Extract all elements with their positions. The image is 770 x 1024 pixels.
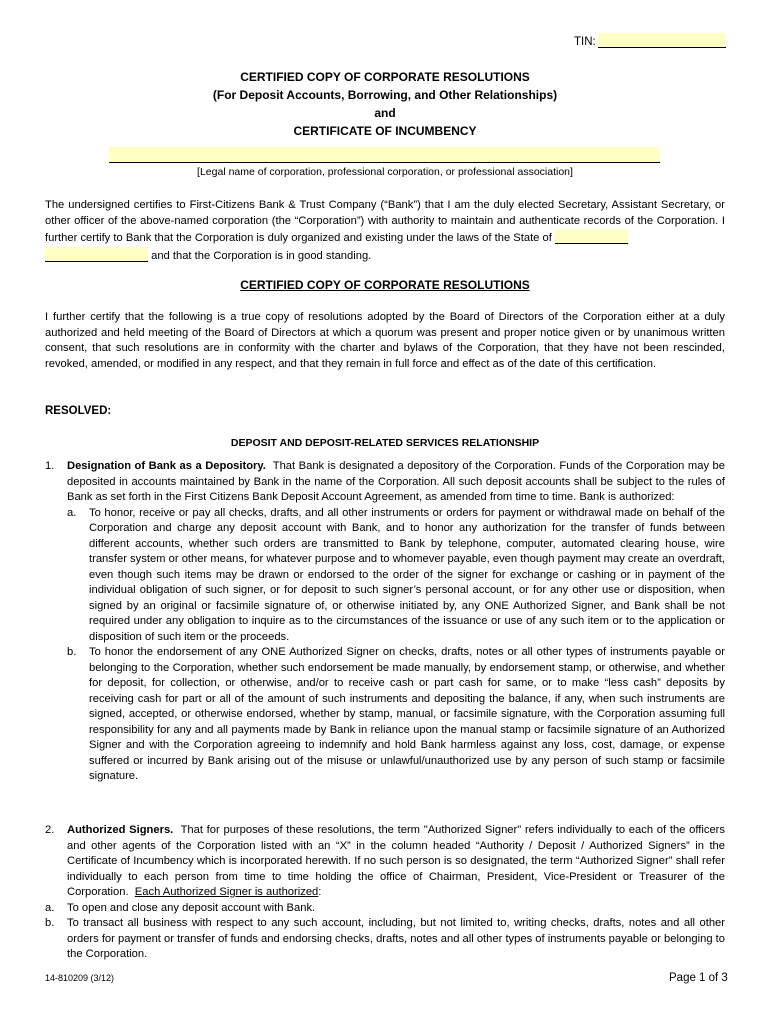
- item-2-text: That for purposes of these resolutions, the term "Authorized Signer" refers individually to each of the officers and other agents of the Corporation listed with an “X” in the column headed “Authority / Deposit / Authorized Signers” in the Certificate of Incumbency which is incorporated herewith. If no such person is so designated, the term “Authorized Signer” shall refer individually to each person from time to time holding the office of Chairman, President, Vice-President or Treasurer of the Corporation.: [67, 824, 725, 898]
- title-line-3: and: [374, 106, 396, 120]
- item-1-text: That Bank is designated a depository of the Corporation. Funds of the Corporation may be deposited in accounts maintained by Bank in the name of the Corporation. All such deposit accounts shall be subject to the rules of Bank as set forth in the First Citizens Bank Deposit Account Agreement, as amended from time to time. Bank is authorized:: [67, 460, 725, 503]
- item-1b: [67, 645, 725, 785]
- item-2b: [45, 916, 725, 963]
- item-2a-letter: a.: [45, 901, 55, 914]
- title-line-4: CERTIFICATE OF INCUMBENCY: [293, 124, 477, 138]
- resolutions-heading: CERTIFIED COPY OF CORPORATE RESOLUTIONS: [240, 278, 530, 292]
- page-number: Page 1 of 3: [669, 972, 728, 984]
- item-1a: [67, 506, 725, 646]
- item-2-heading: Authorized Signers.: [67, 824, 174, 836]
- item-2a: [45, 901, 725, 917]
- deposit-heading: DEPOSIT AND DEPOSIT-RELATED SERVICES RELATIONSHIP: [230, 437, 540, 449]
- state-field-2[interactable]: [45, 247, 148, 262]
- item-1b-letter: b.: [67, 646, 77, 658]
- tin-field[interactable]: [598, 33, 726, 48]
- intro-text: The undersigned certifies to First-Citizens Bank & Trust Company (“Bank”) that I am the duly elected Secretary, Assistant Secretary, or other officer of the above-named corporation (the “Corporation”) with authority to maintain and authenticate records of the Corporation. I further certify to Bank that the Corporation is duly organized and existing under the laws of the State of: [45, 199, 725, 244]
- item-2-colon: :: [318, 886, 322, 898]
- item-1-number: 1.: [45, 460, 55, 472]
- resolved-label: RESOLVED:: [45, 405, 112, 417]
- title-line-2: (For Deposit Accounts, Borrowing, and Other Relationships): [212, 88, 558, 102]
- intro-paragraph: [45, 198, 725, 264]
- item-1-heading: Designation of Bank as a Depository.: [67, 460, 266, 472]
- item-2-underlined: Each Authorized Signer is authorized: [134, 886, 319, 898]
- item-1b-text: To honor the endorsement of any ONE Authorized Signer on checks, drafts, notes or all other types of instruments payable or belonging to the Corporation, whether such endorsement be made manually, by endorsement stamp, or otherwise, and whether for deposit, for collection, or otherwise, and/or to receive cash or part cash for same, or to make “less cash” deposits by receiving cash for part or all of the amount of such instruments and depositing the balance, if any, when such instruments are signed, accepted, or otherwise endorsed, whether by stamp, manual, or facsimile signature, with the Corporation assuming full responsibility for any and all payments made by Bank in reliance upon the manual stamp or facsimile signature of an Authorized Signer and with the Corporation agreeing to indemnify and hold Bank harmless against any loss, cost, damage, or expense suffered or incurred by Bank arising out of the misuse or unlawful/unauthorized use by any person of such stamp or facsimile signature.: [89, 646, 725, 782]
- item-2a-text: To open and close any deposit account with Bank.: [67, 901, 316, 914]
- state-field-1[interactable]: [555, 229, 628, 244]
- item-2b-letter: b.: [45, 917, 55, 929]
- item-2: [45, 823, 725, 963]
- item-2-number: 2.: [45, 824, 55, 836]
- intro-text-end: and that the Corporation is in good standing.: [151, 249, 372, 262]
- legal-name-caption: [Legal name of corporation, professional corporation, or professional association]: [197, 166, 573, 178]
- legal-name-field[interactable]: [109, 147, 660, 163]
- tin-row: [574, 33, 726, 48]
- title-line-1: CERTIFIED COPY OF CORPORATE RESOLUTIONS: [240, 70, 530, 84]
- certify-paragraph: I further certify that the following is a true copy of resolutions adopted by the Board of Directors of the Corporation either at a duly authorized and held meeting of the Board of Directors at which a quorum was present and proper notice given or by unanimous written consent, that such resolutions are in conformity with the charter and bylaws of the Corporation, that they have not been rescinded, revoked, amended, or modified in any respect, and that they remain in full force and effect as of the date of this certification.: [45, 311, 725, 370]
- item-1a-letter: a.: [67, 506, 77, 519]
- form-number: 14-810209 (3/12): [45, 973, 115, 983]
- item-1: [45, 459, 725, 785]
- tin-label: TIN:: [574, 36, 596, 48]
- item-2b-text: To transact all business with respect to any such account, including, but not limited to, writing checks, drafts, notes and all other orders for payment or transfer of funds and endorsing checks, drafts, notes and all other types of instruments payable or belonging to the Corporation.: [67, 917, 725, 960]
- item-1a-text: To honor, receive or pay all checks, drafts, and all other instruments or orders for payment or withdrawal made on behalf of the Corporation and charge any deposit account with Bank, and to honor any authorization for the transfer of funds between different accounts, whether such orders are transmitted to Bank by telephone, computer, automated clearing house, wire transfer system or other means, for whatever purpose and to whomever payable, even though payment may create an overdraft, even though such items may be drawn or endorsed to the order of the signer for exchange or cashing or in payment of the individual obligation of such signer, or for deposit to such signer’s personal account, or for any other use or disposition, when signed by an original or facsimile signature of, or otherwise initiated by, any ONE Authorized Signer, and Bank shall be not required under any obligation to inquire as to the circumstances of the issuance or use of any such item or to the application or disposition of such item or the proceeds.: [89, 506, 725, 643]
